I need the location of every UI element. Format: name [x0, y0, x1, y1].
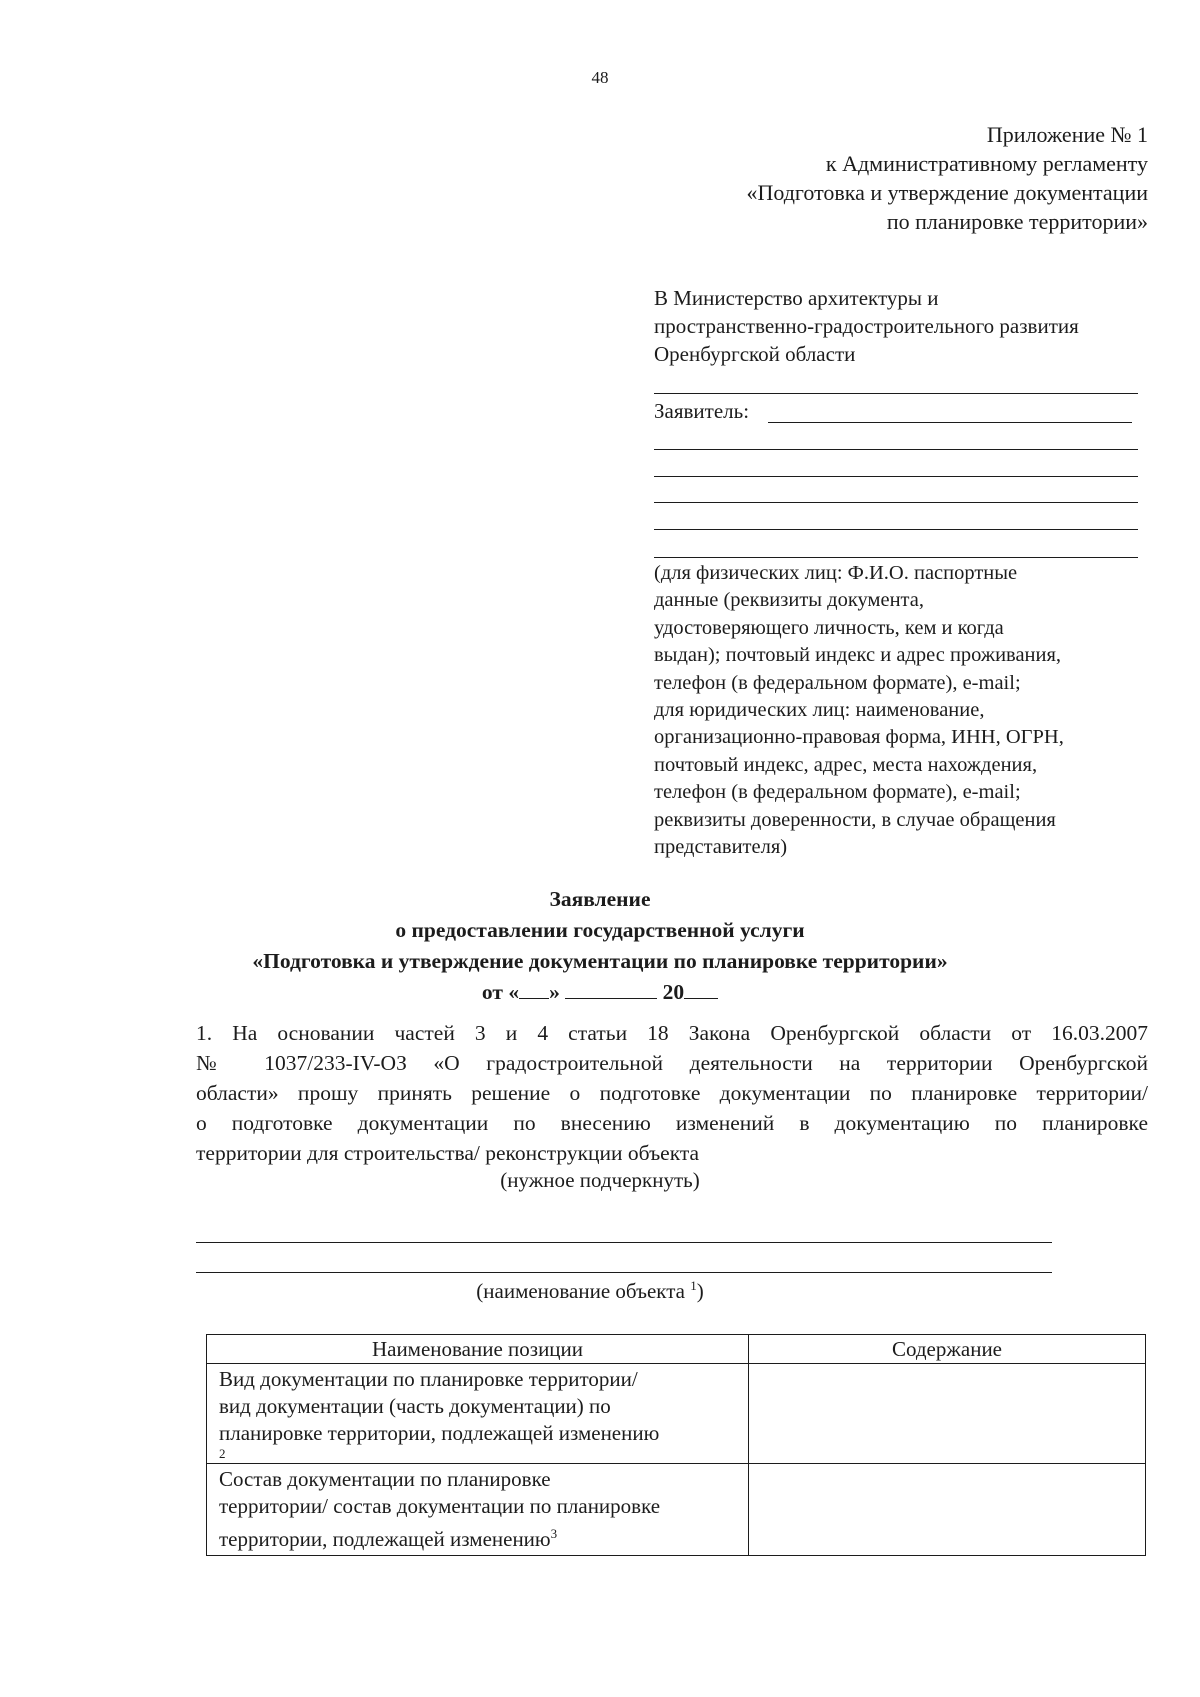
paragraph-line: 1. На основании частей 3 и 4 статьи 18 Закона Оренбургской области от 16.03.2007 [196, 1021, 1148, 1045]
applicant-fill-line[interactable] [654, 557, 1138, 558]
applicant-hint [654, 560, 1154, 861]
object-name-hint [230, 1278, 950, 1304]
content-cell[interactable] [749, 1364, 1146, 1464]
cell-line: вид документации (часть документации) по [219, 1394, 611, 1418]
hint-line: выдан); почтовый индекс и адрес проживания, [654, 644, 1062, 667]
hint-line: реквизиты доверенности, в случае обращения [654, 808, 1056, 831]
title-date-line [0, 977, 1200, 1008]
hint-line: для юридических лиц: наименование, [654, 699, 985, 722]
object-hint-text: (наименование объекта [476, 1279, 685, 1303]
position-name-cell [207, 1364, 749, 1464]
title-line: «Подготовка и утверждение документации по планировке территории» [252, 949, 948, 973]
appendix-line: «Подготовка и утверждение документации [746, 180, 1148, 205]
addressee-line: Оренбургской области [654, 342, 856, 366]
hint-line: представителя) [654, 836, 788, 859]
content-cell[interactable] [749, 1464, 1146, 1556]
appendix-line: к Административному регламенту [825, 151, 1148, 176]
applicant-fill-line[interactable] [654, 529, 1138, 530]
date-day-blank[interactable] [519, 980, 549, 999]
cell-line: территории/ состав документации по планировке [219, 1494, 661, 1518]
footnote-ref: 1 [690, 1278, 697, 1293]
paragraph-line: о подготовке документации по внесению изменений в документацию по планировке [196, 1111, 1148, 1135]
title-line: Заявление [549, 887, 651, 911]
applicant-fill-line[interactable] [768, 422, 1132, 423]
position-name-cell [207, 1464, 749, 1556]
addressee [654, 284, 1079, 368]
object-name-line[interactable] [196, 1272, 1052, 1273]
hint-line: телефон (в федеральном формате), e-mail; [654, 671, 1021, 694]
addressee-line: В Министерство архитектуры и [654, 286, 939, 310]
hint-line: почтовый индекс, адрес, места нахождения, [654, 753, 1038, 776]
table-row [207, 1364, 1146, 1464]
date-month-blank[interactable] [565, 980, 657, 999]
addressee-line: пространственно-градостроительного развития [654, 314, 1079, 338]
addressee-fill-line[interactable] [654, 393, 1138, 394]
page-number: 48 [591, 68, 609, 87]
table-row [207, 1464, 1146, 1556]
column-header-content: Содержание [749, 1335, 1146, 1364]
date-year-blank[interactable] [684, 980, 718, 999]
appendix-header [746, 120, 1148, 236]
appendix-line: по планировке территории» [886, 209, 1148, 234]
date-year: 20 [662, 980, 685, 1004]
date-prefix: от « [481, 980, 520, 1004]
date-mid: » [549, 980, 560, 1004]
paragraph-line: № 1037/233-IV-ОЗ «О градостроительной деятельности на территории Оренбургской [196, 1051, 1148, 1075]
hint-line: (для физических лиц: Ф.И.О. паспортные [654, 562, 1018, 584]
table-header-row [207, 1335, 1146, 1364]
column-header-position: Наименование позиции [207, 1335, 749, 1364]
applicant-label: Заявитель: [654, 399, 750, 423]
positions-table [206, 1334, 1146, 1556]
object-hint-close: ) [696, 1279, 704, 1303]
title-line: о предоставлении государственной услуги [395, 918, 805, 942]
request-paragraph [196, 1018, 1148, 1168]
cell-line: Состав документации по планировке [219, 1467, 551, 1491]
cell-line-text: территории, подлежащей изменению [219, 1527, 551, 1551]
underline-hint: (нужное подчеркнуть) [500, 1168, 700, 1192]
footnote-ref: 3 [550, 1526, 558, 1541]
paragraph-line: территории для строительства/ реконструкции объекта [196, 1141, 700, 1165]
applicant-fill-line[interactable] [654, 449, 1138, 450]
paragraph-line: области» прошу принять решение о подготовке документации по планировке территории/ [196, 1081, 1148, 1105]
cell-line [219, 1520, 740, 1553]
applicant-fill-line[interactable] [654, 476, 1138, 477]
hint-line: телефон (в федеральном формате), e-mail; [654, 781, 1021, 804]
object-name-line[interactable] [196, 1242, 1052, 1243]
hint-line: организационно-правовая форма, ИНН, ОГРН, [654, 726, 1064, 749]
hint-line: данные (реквизиты документа, [654, 589, 924, 612]
document-title [0, 884, 1200, 1008]
applicant-fill-line[interactable] [654, 502, 1138, 503]
cell-line: планировке территории, подлежащей изменению [219, 1421, 660, 1445]
appendix-line: Приложение № 1 [986, 122, 1148, 147]
hint-line: удостоверяющего личность, кем и когда [654, 616, 1004, 639]
cell-line: Вид документации по планировке территории/ [219, 1367, 638, 1391]
footnote-ref: 2 [219, 1446, 226, 1461]
